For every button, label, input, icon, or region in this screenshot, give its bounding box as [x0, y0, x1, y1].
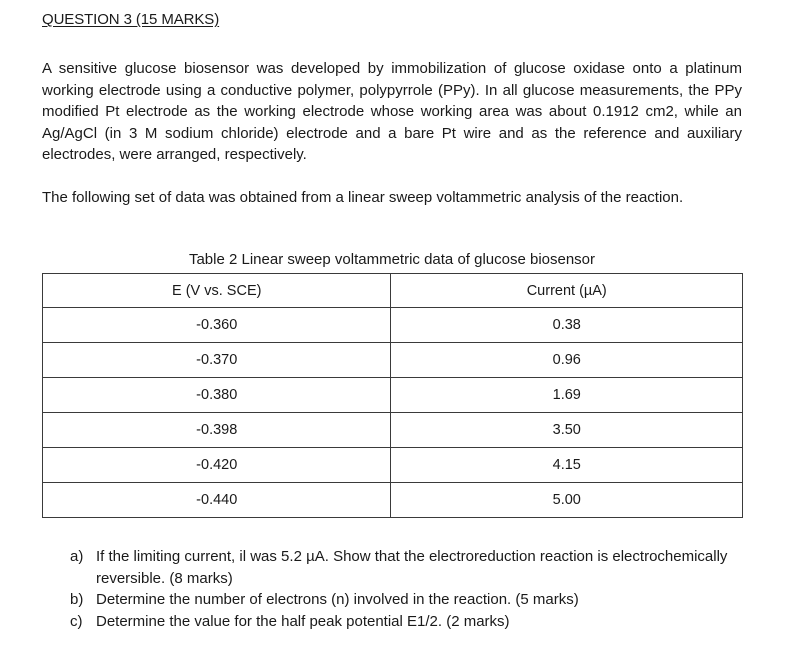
voltammetry-table	[42, 273, 743, 518]
table-row	[43, 413, 743, 448]
current-cell: 1.69	[391, 378, 743, 413]
current-cell: 0.38	[391, 308, 743, 343]
subquestion-text: Determine the value for the half peak potential E1/2. (2 marks)	[96, 612, 510, 630]
current-cell: 0.96	[391, 343, 743, 378]
current-cell: 4.15	[391, 448, 743, 483]
column-header-potential: E (V vs. SCE)	[43, 274, 391, 308]
subquestion-item	[70, 589, 750, 611]
data-intro-paragraph: The following set of data was obtained from a linear sweep voltammetric analysis of the reaction.	[42, 189, 684, 206]
column-header-current: Current (µA)	[391, 274, 743, 308]
subquestion-text: Determine the number of electrons (n) involved in the reaction. (5 marks)	[96, 591, 579, 609]
table-row	[43, 343, 743, 378]
subquestion-marker: b)	[70, 591, 84, 609]
potential-cell: -0.380	[43, 378, 391, 413]
intro-paragraph: A sensitive glucose biosensor was developed by immobilization of glucose oxidase onto a platinum working electrode using a conductive polymer, polypyrrole (PPy). In all glucose measurements, the PPy modified Pt electrode as the working electrode whose working area was about 0.1912 cm2, while an Ag/AgCl (in 3 M sodium chloride) electrode and a bare Pt wire and as the reference and auxiliary electrodes, were arranged, respectively.	[42, 60, 742, 164]
subquestion-list	[70, 546, 750, 632]
potential-cell: -0.370	[43, 343, 391, 378]
question-heading: QUESTION 3 (15 MARKS)	[42, 11, 220, 28]
table-row	[43, 308, 743, 343]
current-cell: 3.50	[391, 413, 743, 448]
subquestion-item	[70, 546, 750, 589]
potential-cell: -0.440	[43, 483, 391, 518]
subquestion-text: If the limiting current, il was 5.2 µA. Show that the electroreduction reaction is electrochemically reversible. (8 marks)	[96, 548, 728, 587]
current-cell: 5.00	[391, 483, 743, 518]
potential-cell: -0.398	[43, 413, 391, 448]
subquestion-marker: a)	[70, 548, 84, 565]
table-row	[43, 483, 743, 518]
potential-cell: -0.420	[43, 448, 391, 483]
table-row	[43, 378, 743, 413]
subquestion-item	[70, 611, 750, 633]
table-header-row	[43, 274, 743, 308]
table-row	[43, 448, 743, 483]
potential-cell: -0.360	[43, 308, 391, 343]
table-caption: Table 2 Linear sweep voltammetric data of glucose biosensor	[188, 251, 596, 268]
subquestion-marker: c)	[70, 612, 83, 630]
